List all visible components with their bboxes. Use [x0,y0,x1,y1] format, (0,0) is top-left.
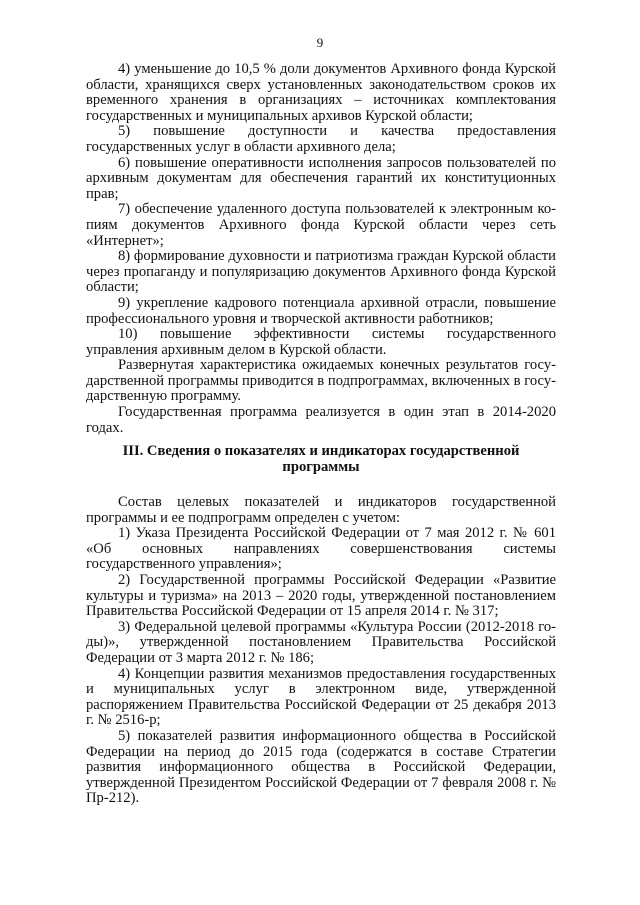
indicators-basis-4: 4) Концепции развития механизмов предоставления государственных и муниципальных услуг в электронном виде, утвержденной распоряжением Правительства Российской Федерации от 25 декабря 2013 г. № 2516-р; [86,665,556,729]
indicators-basis-3: 3) Федеральной целевой программы «Культура России (2012-2018 годы)», утвержденной постановлением Правительства Российской Федерации от 3 марта 2012 г. № 186; [86,618,556,666]
results-item-10: 10) повышение эффективности системы государственного управления архивным делом в Курской области. [86,326,556,358]
results-summary-paragraph: Развернутая характеристика ожидаемых конечных результатов государственной программы приводится в подпрограммах, включенных в государственную программу. [86,357,556,405]
results-item-6: 6) повышение оперативности исполнения запросов пользователей по архивным документам для обеспечения гарантий их конституционных прав; [86,154,556,202]
indicators-section [86,495,556,807]
results-item-4: 4) уменьшение до 10,5 % доли документов Архивного фонда Курской области, хранящихся сверх установленных законодательством сроков их временного хранения в организациях – источниках комплектования государственных и муниципальных архивов Курской области; [86,61,556,124]
results-item-8: 8) формирование духовности и патриотизма граждан Курской области через пропаганду и популяризацию документов Архивного фонда Курской области; [86,248,556,296]
indicators-basis-1: 1) Указа Президента Российской Федерации от 7 мая 2012 г. № 601 «Об основных направлениях совершенствования системы государственного управления»; [86,525,556,573]
results-item-7: 7) обеспечение удаленного доступа пользователей к электронным копиям документов Архивного фонда Курской области через сеть «Интернет»; [86,201,556,249]
page-number: 9 [316,35,324,50]
expected-results-list [86,62,556,436]
indicators-intro: Состав целевых показателей и индикаторов государственной программы и ее подпрограмм определен с учетом: [86,494,556,526]
indicators-basis-5: 5) показателей развития информационного общества в Российской Федерации на период до 2015 года (содержатся в составе Стратегии развития информационного общества в Российской Федерации, утвержденной Президентом Российской Федерации от 7 февраля 2008 г. № Пр-212). [86,727,556,807]
results-item-5: 5) повышение доступности и качества предоставления государственных услуг в области архивного дела; [86,123,556,155]
indicators-basis-2: 2) Государственной программы Российской Федерации «Развитие культуры и туризма» на 2013 – 2020 годы, утвержденной постановлением Правительства Российской Федерации от 15 апреля 2014 г. № 317; [86,571,556,620]
section-heading: III. Сведения о показателях и индикаторах государственной программы [122,443,520,475]
program-stage-paragraph: Государственная программа реализуется в один этап в 2014-2020 годах. [86,404,556,436]
results-item-9: 9) укрепление кадрового потенциала архивной отрасли, повышение профессионального уровня и творческой активности работников; [86,294,556,327]
